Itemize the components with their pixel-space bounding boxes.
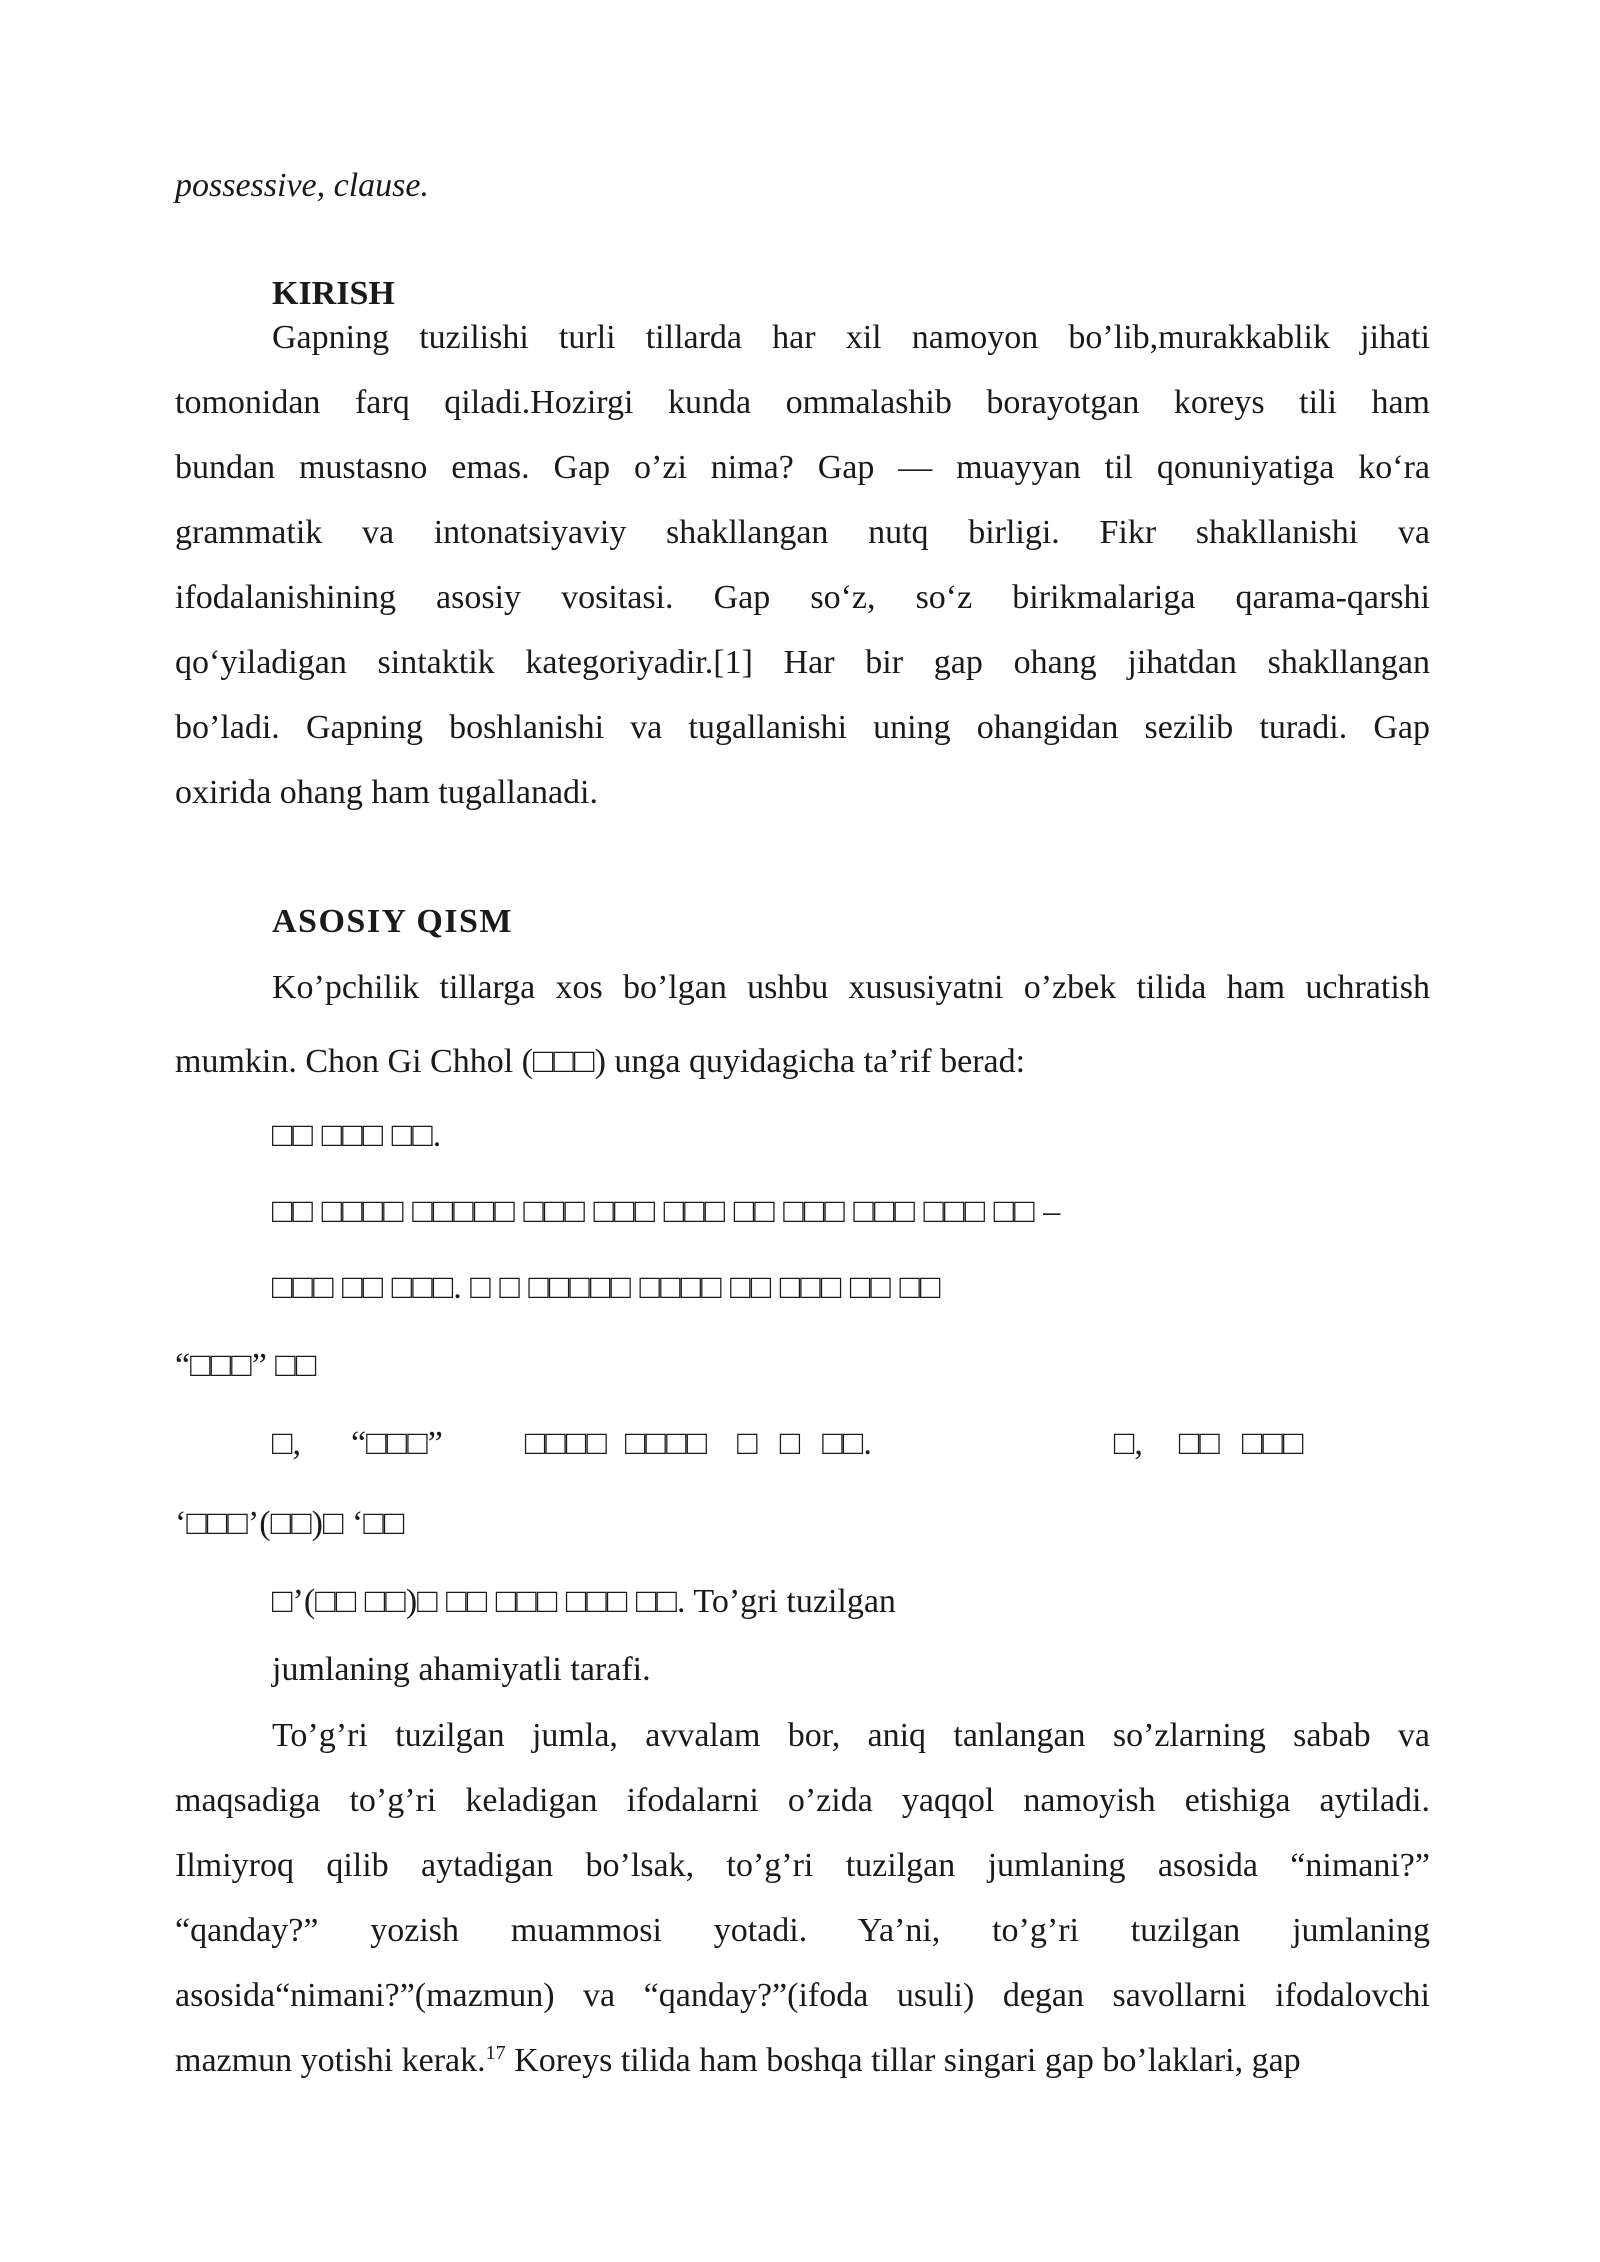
text-fragment: “□□□” [351,1425,443,1462]
text-fragment: □ [737,1425,758,1462]
text-line: bo’ladi. Gapning boshlanishi va tugallanishi uning ohangidan sezilib turadi. Gap [175,709,1430,746]
text-line: To’g’ri tuzilgan jumla, avvalam bor, aniq tanlangan so’zlarning sabab va [272,1717,1430,1754]
text-line [175,2041,1430,2081]
korean-quote-line: □’(□□ □□)□ □□ □□□ □□□ □□. To’gri tuzilgan [272,1583,896,1620]
text-fragment: □, [1113,1425,1143,1462]
footnote-marker: 17 [485,2042,506,2064]
korean-quote-line: ‘□□□’(□□)□ ‘□□ [175,1505,405,1542]
korean-quote-line: □□ □□□ □□. [272,1117,442,1154]
text-line: Gapning tuzilishi turli tillarda har xil namoyon bo’lib,murakkablik jihati [272,319,1430,356]
text-fragment: mazmun yotishi kerak. [175,2042,486,2079]
text-fragment: □□□□ [524,1425,607,1462]
korean-quote-line [272,1424,1430,1464]
text-line: qo‘yiladigan sintaktik kategoriyadir.[1] Har bir gap ohang jihatdan shakllangan [175,644,1430,681]
text-line: bundan mustasno emas. Gap o’zi nima? Gap — muayyan til qonuniyatiga ko‘ra [175,449,1430,486]
text-line: “qanday?” yozish muammosi yotadi. Ya’ni, to’g’ri tuzilgan jumlaning [175,1912,1430,1949]
text-fragment: □□ [1178,1425,1220,1462]
text-fragment: □, [272,1425,302,1462]
text-fragment: □□. [822,1425,872,1462]
section-heading-asosiy-qism: ASOSIY QISM [272,903,514,940]
text-line: Ilmiyroq qilib aytadigan bo’lsak, to’g’ri tuzilgan jumlaning asosida “nimani?” [175,1847,1430,1884]
text-fragment: □ [779,1425,801,1462]
text-fragment: Koreys tilida ham boshqa tillar singari gap bo’laklari, gap [505,2042,1301,2079]
text-fragment: □□□ [1241,1425,1304,1462]
text-line: asosida“nimani?”(mazmun) va “qanday?”(ifoda usuli) degan savollarni ifodalovchi [175,1977,1430,2014]
section-heading-kirish: KIRISH [272,275,395,312]
keywords-tail: possessive, clause. [175,167,430,204]
text-line: jumlaning ahamiyatli tarafi. [272,1651,651,1688]
text-line: tomonidan farq qiladi.Hozirgi kunda ommalashib borayotgan koreys tili ham [175,384,1430,421]
korean-quote-line: □□□ □□ □□□. □ □ □□□□□ □□□□ □□ □□□ □□ □□ [272,1269,941,1306]
korean-quote-line: □□ □□□□ □□□□□ □□□ □□□ □□□ □□ □□□ □□□ □□□ □□ – [272,1193,1061,1230]
text-line: ifodalanishining asosiy vositasi. Gap so‘z, so‘z birikmalariga qarama-qarshi [175,579,1430,616]
korean-quote-line: “□□□” □□ [175,1347,317,1384]
text-line: grammatik va intonatsiyaviy shakllangan nutq birligi. Fikr shakllanishi va [175,514,1430,551]
text-fragment: □□□□ [625,1425,708,1462]
text-line: Ko’pchilik tillarga xos bo’lgan ushbu xususiyatni o’zbek tilida ham uchratish [272,969,1430,1006]
text-line: oxirida ohang ham tugallanadi. [175,774,598,811]
text-line: maqsadiga to’g’ri keladigan ifodalarni o’zida yaqqol namoyish etishiga aytiladi. [175,1782,1430,1819]
text-line: mumkin. Chon Gi Chhol (□□□) unga quyidagicha ta’rif berad: [175,1043,1026,1080]
